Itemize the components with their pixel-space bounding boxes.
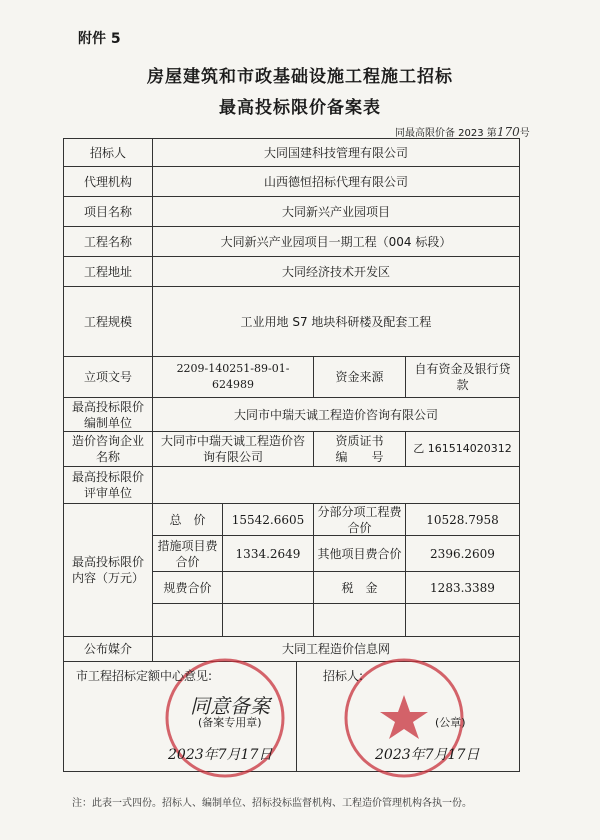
project-name-value: 大同新兴产业园项目 (281, 204, 390, 219)
seal-star-icon (380, 695, 428, 739)
tenderer-opinion-date: 2023年7月17日 (375, 747, 480, 763)
other-cost-value: 2396.2609 (430, 546, 495, 561)
engineering-name-value: 大同新兴产业园项目一期工程（004 标段） (220, 234, 452, 249)
project-name-label: 项目名称 (83, 204, 132, 219)
engineering-address-value: 大同经济技术开发区 (281, 264, 390, 279)
certificate-number: 乙 161514020312 (413, 442, 512, 455)
agency-value: 山西德恒招标代理有限公司 (263, 174, 408, 189)
attachment-label: 附件 5 (78, 31, 121, 47)
subitem-cost-value: 10528.7958 (426, 512, 499, 527)
center-opinion-label: 市工程招标定额中心意见: (76, 669, 213, 683)
document-number-suffix: 号 (519, 128, 530, 139)
tax-value: 1283.3389 (430, 580, 495, 595)
reviewer-label: 最高投标限价评审单位 (71, 470, 144, 500)
form-title-line-1: 房屋建筑和市政基础设施工程施工招标 (147, 67, 453, 87)
approval-number-value: 2209-140251-89-01-624989 (176, 362, 290, 391)
agency-label: 代理机构 (83, 174, 132, 189)
compiler-value: 大同市中瑞天诚工程造价咨询有限公司 (233, 407, 438, 422)
consulting-company-value: 大同市中瑞天诚工程造价咨询有限公司 (160, 434, 305, 464)
measure-cost-value: 1334.2649 (235, 546, 301, 561)
center-opinion-handwriting: 同意备案 (190, 694, 270, 718)
engineering-scale-value: 工业用地 S7 地块科研楼及配套工程 (240, 314, 432, 329)
center-opinion-date: 2023年7月17日 (168, 747, 273, 763)
engineering-scale-label: 工程规模 (83, 314, 132, 329)
price-content-label: 最高投标限价内容（万元） (71, 555, 144, 585)
publication-media-label: 公布媒介 (83, 642, 132, 656)
document-number-prefix: 同最高限价备 2023 第 (395, 128, 497, 139)
certificate-label-line-1: 资质证书 (335, 434, 384, 448)
form-title-line-2: 最高投标限价备案表 (219, 98, 381, 118)
document-number-value: 170 (496, 125, 520, 139)
tenderer-value: 大同国建科技管理有限公司 (263, 145, 408, 160)
tenderer-signature-label: 招标人: (323, 669, 364, 683)
fund-source-value: 自有资金及银行贷款 (414, 362, 511, 392)
engineering-address-label: 工程地址 (83, 264, 132, 279)
subitem-cost-label: 分部分项工程费合价 (317, 504, 402, 535)
total-price-label: 总 价 (169, 512, 206, 527)
engineering-name-label: 工程名称 (83, 234, 132, 249)
publication-media-value: 大同工程造价信息网 (281, 642, 390, 656)
tax-label: 税 金 (341, 580, 378, 595)
center-seal-note: (备案专用章) (198, 716, 262, 729)
measure-cost-label: 措施项目费合价 (157, 538, 218, 569)
consulting-company-label: 造价咨询企业名称 (71, 434, 144, 464)
footnote: 注：此表一式四份。招标人、编制单位、招标投标监督机构、工程造价管理机构各执一份。 (72, 798, 472, 809)
approval-number-label: 立项文号 (83, 370, 132, 384)
fee-cost-label: 规费合价 (163, 580, 212, 595)
certificate-label-line-2: 编 号 (335, 450, 384, 464)
total-price-value: 15542.6605 (231, 512, 305, 527)
fund-source-label: 资金来源 (335, 370, 384, 384)
tenderer-label: 招标人 (89, 145, 126, 160)
tenderer-seal-note: (公章) (435, 716, 466, 729)
compiler-label: 最高投标限价编制单位 (71, 399, 144, 430)
other-cost-label: 其他项目费合价 (317, 546, 402, 561)
